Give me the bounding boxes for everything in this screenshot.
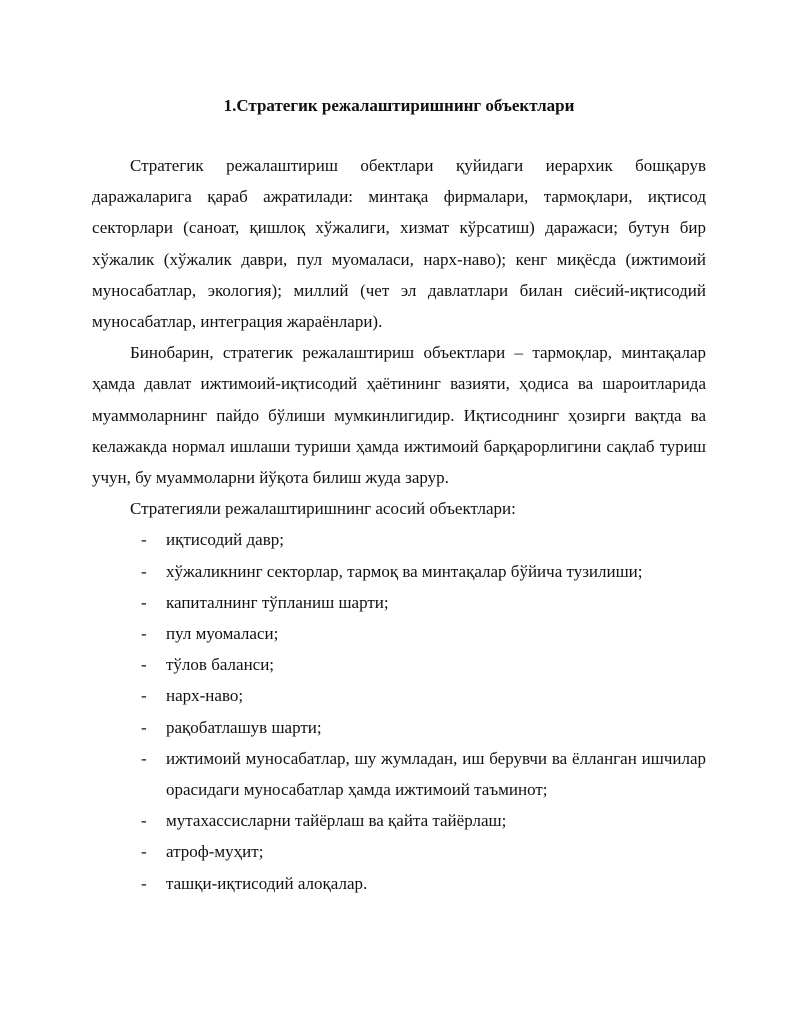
list-item-text: иқтисодий давр; — [166, 530, 284, 550]
list-marker: - — [141, 748, 147, 768]
list-item — [92, 712, 706, 743]
paragraph-problems: Бинобарин, стратегик режалаштириш объектлари – тармоқлар, минтақалар ҳамда давлат ижтимоий-иқтисодий ҳаётининг вазияти, ҳодиса ва шароитларида муаммоларнинг пайдо бўлиши мумкинлигидир. Иқтисоднинг ҳозирги вақтда ва келажакда нормал ишлаши туриши ҳамда ижтимоий барқарорлигини сақлаб туриш учун, бу муаммоларни йўқота билиш жуда зарур. — [92, 343, 706, 488]
list-item-text: нарх-наво; — [166, 686, 244, 706]
list-item — [92, 680, 706, 711]
list-item-text: тўлов баланси; — [166, 655, 275, 675]
list-item-text: атроф-муҳит; — [166, 842, 264, 862]
list-marker: - — [141, 686, 147, 706]
list-item-text: мутахассисларни тайёрлаш ва қайта тайёрлаш; — [166, 811, 507, 831]
list-item-text: пул муомаласи; — [166, 624, 279, 644]
list-marker: - — [141, 717, 147, 737]
list-marker: - — [141, 811, 147, 831]
list-marker: - — [141, 530, 147, 550]
list-intro: Стратегияли режалаштиришнинг асосий объектлари: — [130, 499, 516, 519]
list-item — [92, 743, 706, 805]
list-item — [92, 587, 706, 618]
list-item — [92, 556, 706, 587]
list-item — [92, 618, 706, 649]
objects-list — [92, 524, 706, 898]
list-item-text: капиталнинг тўпланиш шарти; — [166, 592, 389, 612]
list-marker: - — [141, 592, 147, 612]
list-item — [92, 805, 706, 836]
list-item-text: ижтимоий муносабатлар, шу жумладан, иш берувчи ва ёлланган ишчилар орасидаги муносабатлар ҳамда ижтимоий таъминот; — [166, 748, 706, 800]
list-marker: - — [141, 655, 147, 675]
list-item-text: хўжаликнинг секторлар, тармоқ ва минтақалар бўйича тузилиши; — [166, 561, 643, 581]
document-page — [92, 96, 706, 899]
list-item — [92, 868, 706, 899]
paragraph-objects-hierarchy: Стратегик режалаштириш обектлари қуйидаги иерархик бошқарув даражаларига қараб ажратилади: минтақа фирмалари, тармоқлари, иқтисод секторлари (саноат, қишлоқ хўжалиги, хизмат кўрсатиш) даражаси; бутун бир хўжалик (хўжалик даври, пул муомаласи, нарх-наво); кенг миқёсда (ижтимоий муносабатлар, экология); миллий (чет эл давлатлари билан сиёсий-иқтисодий муносабатлар, интеграция жараёнлари). — [92, 156, 706, 332]
list-marker: - — [141, 873, 147, 893]
list-marker: - — [141, 561, 147, 581]
list-item — [92, 836, 706, 867]
list-item-text: ташқи-иқтисодий алоқалар. — [166, 873, 368, 893]
list-item — [92, 524, 706, 555]
document-title: 1.Стратегик режалаштиришнинг объектлари — [223, 96, 575, 115]
list-marker: - — [141, 842, 147, 862]
list-item-text: рақобатлашув шарти; — [166, 717, 322, 737]
list-marker: - — [141, 624, 147, 644]
list-item — [92, 649, 706, 680]
